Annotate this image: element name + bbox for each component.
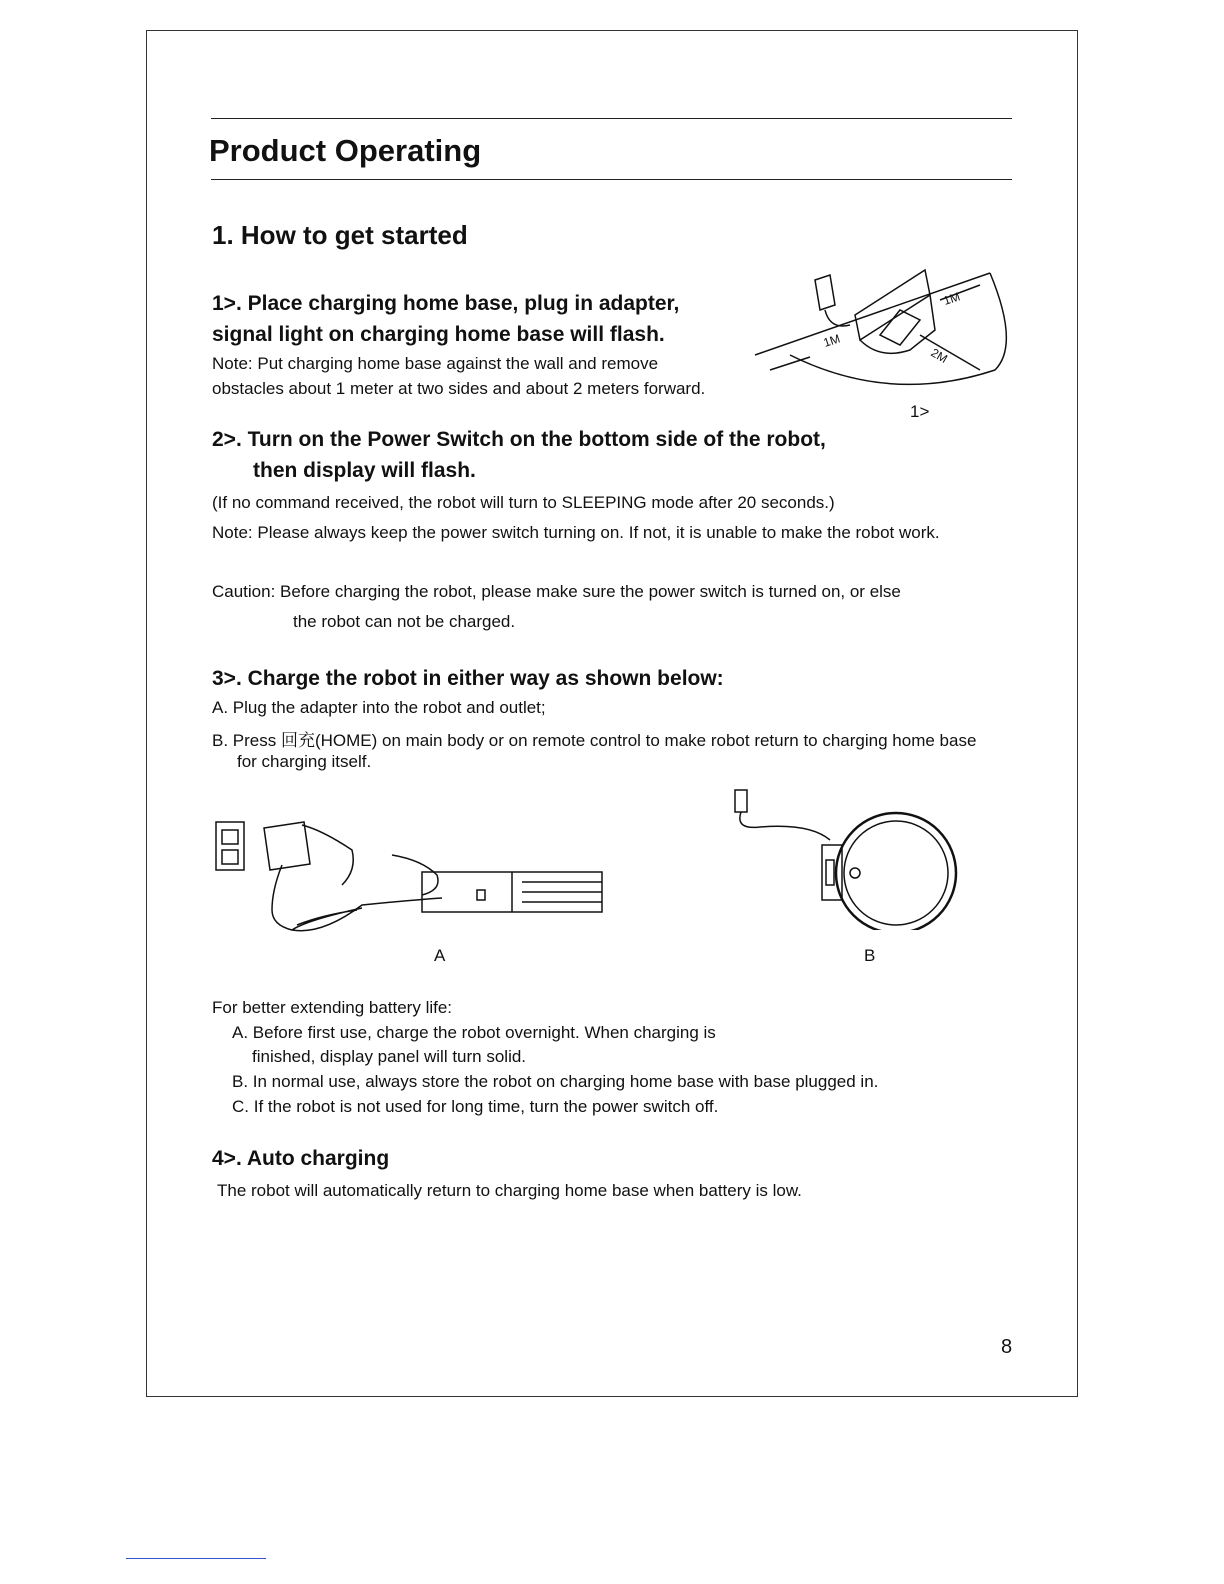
- divider-bottom: [211, 179, 1012, 180]
- step3-b: for charging itself.: [237, 752, 372, 771]
- label-1m-left: 1M: [821, 331, 842, 350]
- step1-note: obstacles about 1 meter at two sides and about 2 meters forward.: [212, 379, 706, 398]
- divider-top: [211, 118, 1012, 119]
- figure-b-label: B: [864, 946, 876, 965]
- step3-a: A. Plug the adapter into the robot and outlet;: [212, 698, 546, 717]
- footer-link-line: [126, 1558, 266, 1559]
- page-number: 8: [1001, 1336, 1013, 1358]
- step4-title: 4>. Auto charging: [212, 1147, 390, 1170]
- battery-c: C. If the robot is not used for long time, turn the power switch off.: [232, 1097, 719, 1116]
- figure-b-robot-docked: [730, 785, 970, 930]
- step3-b: B. Press 回充(HOME) on main body or on remote control to make robot return to charging home base: [212, 731, 977, 750]
- step2-title: 2>. Turn on the Power Switch on the bottom side of the robot,: [212, 428, 826, 451]
- step1-title: 1>. Place charging home base, plug in adapter,: [212, 292, 680, 315]
- heading: 1. How to get started: [212, 220, 468, 250]
- figure-a-label: A: [434, 946, 446, 965]
- caution: the robot can not be charged.: [293, 612, 516, 631]
- battery-a: A. Before first use, charge the robot overnight. When charging is: [232, 1023, 716, 1042]
- battery-intro: For better extending battery life:: [212, 998, 453, 1017]
- figure-caption: 1>: [910, 402, 930, 421]
- step2-title: then display will flash.: [253, 459, 476, 482]
- home-base-figure: [750, 255, 1020, 395]
- label-2m: 2M: [928, 345, 950, 366]
- battery-b: B. In normal use, always store the robot on charging home base with base plugged in.: [232, 1072, 879, 1091]
- step1-note: Note: Put charging home base against the wall and remove: [212, 354, 659, 373]
- step2-text: (If no command received, the robot will turn to SLEEPING mode after 20 seconds.): [212, 493, 835, 512]
- step2-note: Note: Please always keep the power switch turning on. If not, it is unable to make the robot work.: [212, 523, 940, 542]
- caution: Caution: Before charging the robot, please make sure the power switch is turned on, or else: [212, 582, 901, 601]
- step4-text: The robot will automatically return to charging home base when battery is low.: [217, 1181, 802, 1200]
- figure-a-adapter-plug: [212, 810, 612, 945]
- section-title: Product Operating: [209, 133, 482, 168]
- label-1m-right: 1M: [941, 289, 962, 308]
- step3-title: 3>. Charge the robot in either way as shown below:: [212, 667, 724, 690]
- step1-title: signal light on charging home base will flash.: [212, 323, 665, 346]
- battery-a: finished, display panel will turn solid.: [252, 1047, 527, 1066]
